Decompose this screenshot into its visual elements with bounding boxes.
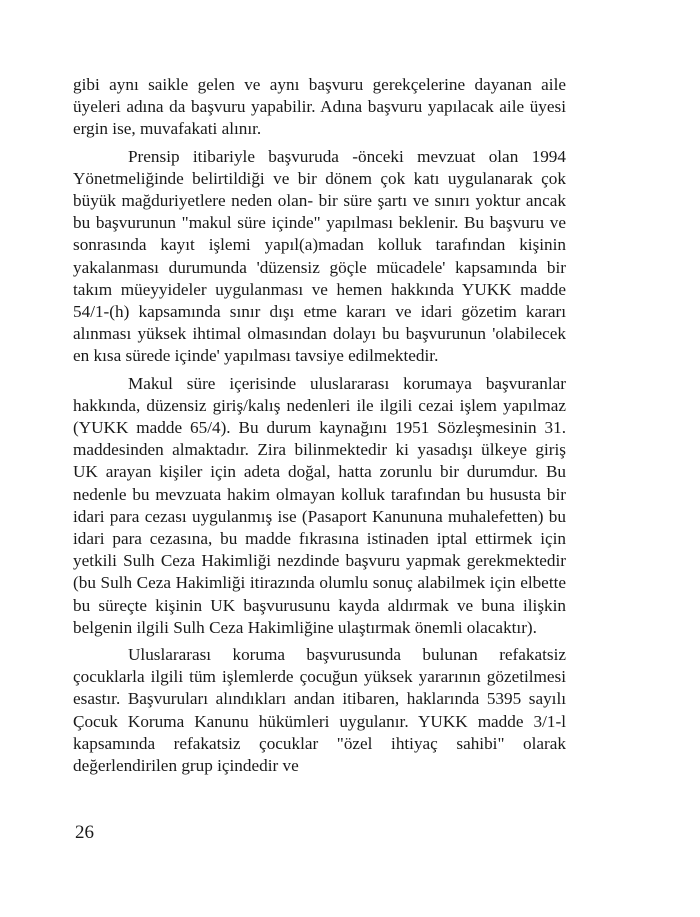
paragraph-2: Prensip itibariyle başvuruda -önceki mevzuat olan 1994 Yönetmeliğinde belirtildiği ve bir dönem çok katı uygulanarak çok büyük mağduriyetlere neden olan- bir süre şartı ve sınırı yoktur ancak bu başvurunun "makul süre içinde" yapılması beklenir. Bu başvuru ve sonrasında kayıt işlemi yapıl(a)madan kolluk tarafından kişinin yakalanması durumunda 'düzensiz göçle mücadele' kapsamında bir takım müeyyideler uygulanması ve hemen hakkında YUKK madde 54/1-(h) kapsamında sınır dışı etme kararı ve idari gözetim kararı alınması yüksek ihtimal olmasından dolayı bu başvurunun 'olabilecek en kısa sürede içinde' yapılması tavsiye edilmektedir. <box>73 146 566 366</box>
paragraph-4: Uluslararası koruma başvurusunda bulunan refakatsiz çocuklarla ilgili tüm işlemlerde çocuğun yüksek yararının gözetilmesi esastır. Başvuruları alındıkları andan itibaren, haklarında 5395 sayılı Çocuk Koruma Kanunu hükümleri uygulanır. YUKK madde 3/1-l kapsamında refakatsiz çocuklar "özel ihtiyaç sahibi" olarak değerlendirilen grup içindedir ve <box>73 645 566 776</box>
page-number: 26 <box>75 822 94 843</box>
paragraph-3: Makul süre içerisinde uluslararası korumaya başvuranlar hakkında, düzensiz giriş/kalış nedenleri ile ilgili cezai işlem yapılmaz (YUKK madde 65/4). Bu durum kaynağını 1951 Sözleşmesinin 31. maddesinden almaktadır. Zira bilinmektedir ki yasadışı ülkeye giriş UK arayan kişiler için adeta doğal, hatta zorunlu bir durumdur. Bu nedenle bu mevzuata hakim olmayan kolluk tarafından bu hususta bir idari para cezası uygulanmış ise (Pasaport Kanununa muhalefetten) bu idari para cezasına, bu madde fıkrasına istinaden iptal ettirmek için yetkili Sulh Ceza Hakimliği nezdinde başvuru yapmak gerekmektedir (bu Sulh Ceza Hakimliği itirazında olumlu sonuç alabilmek için elbette bu süreçte kişinin UK başvurusunu kayda aldırmak ve buna ilişkin belgenin ilgili Sulh Ceza Hakimliğine ulaştırmak önemli olacaktır). <box>73 373 566 637</box>
paragraph-1: gibi aynı saikle gelen ve aynı başvuru gerekçelerine dayanan aile üyeleri adına da başvuru yapabilir. Adına başvuru yapılacak aile üyesi ergin ise, muvafakati alınır. <box>73 75 566 139</box>
document-page-body <box>73 74 566 782</box>
